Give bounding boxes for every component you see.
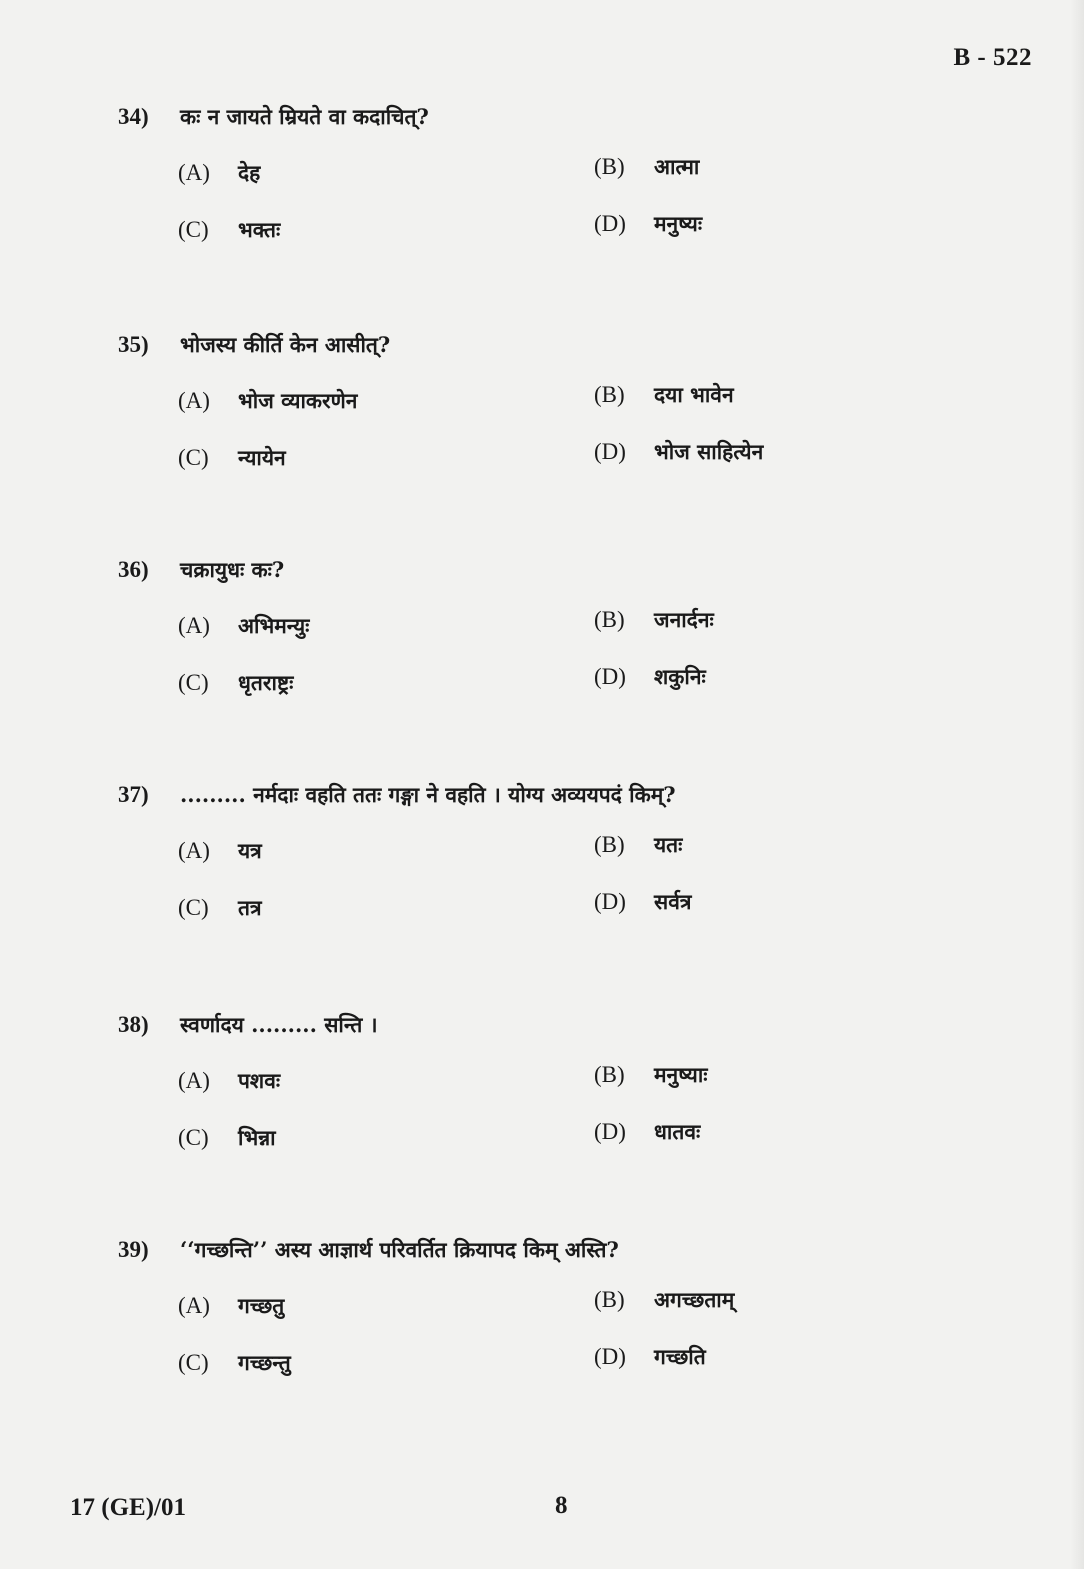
option-label: (D): [594, 1119, 626, 1144]
option-label: (D): [594, 439, 626, 464]
option-c: [178, 894, 262, 922]
options: [178, 1287, 1018, 1384]
option-label: (B): [594, 1287, 625, 1312]
option-value: भोज व्याकरणेन: [238, 388, 358, 413]
question-number: 34): [118, 104, 149, 129]
option-label: (C): [178, 1350, 209, 1375]
option-value: गच्छति: [654, 1344, 706, 1369]
option-d: [594, 1343, 706, 1371]
question-number: 36): [118, 557, 149, 582]
option-b: [594, 606, 714, 634]
question-text: ......... नर्मदाः वहति ततः गङ्गा ने वहति । योग्य अव्ययपदं किम्?: [180, 782, 676, 807]
question-number: 39): [118, 1237, 149, 1262]
option-b: [594, 153, 699, 181]
option-label: (B): [594, 607, 625, 632]
question-35: [118, 330, 1018, 479]
question-number: 38): [118, 1012, 149, 1037]
option-value: देह: [238, 160, 261, 185]
option-c: [178, 444, 286, 472]
question-text: स्वर्णादय ......... सन्ति ।: [180, 1012, 378, 1037]
option-label: (C): [178, 670, 209, 695]
option-b: [594, 381, 734, 409]
option-d: [594, 210, 702, 238]
question-text: भोजस्य कीर्ति केन आसीत्?: [180, 332, 391, 357]
option-label: (B): [594, 1062, 625, 1087]
options: [178, 1062, 1018, 1159]
option-label: (C): [178, 445, 209, 470]
option-a: [178, 612, 309, 640]
question-37: [118, 780, 1018, 929]
option-label: (C): [178, 1125, 209, 1150]
option-value: गच्छतु: [238, 1293, 285, 1318]
option-value: दया भावेन: [654, 382, 734, 407]
option-value: मनुष्यः: [654, 211, 703, 236]
option-label: (A): [178, 613, 210, 638]
question-text: कः न जायते म्रियते वा कदाचित्?: [180, 104, 429, 129]
option-value: आत्मा: [654, 154, 700, 179]
option-value: भिन्ना: [238, 1125, 276, 1150]
option-d: [594, 888, 691, 916]
option-label: (B): [594, 154, 625, 179]
option-value: तत्र: [238, 895, 262, 920]
option-a: [178, 837, 262, 865]
option-d: [594, 1118, 700, 1146]
option-label: (A): [178, 838, 210, 863]
option-label: (D): [594, 889, 626, 914]
option-a: [178, 1292, 284, 1320]
question-38: [118, 1010, 1018, 1159]
option-value: यत्र: [238, 838, 262, 863]
option-b: [594, 1061, 708, 1089]
options: [178, 382, 1018, 479]
option-a: [178, 387, 357, 415]
option-d: [594, 663, 706, 691]
option-value: जनार्दनः: [654, 607, 714, 632]
option-value: न्यायेन: [238, 445, 286, 470]
option-label: (D): [594, 664, 626, 689]
page-number: 8: [555, 1492, 568, 1519]
option-value: अगच्छताम्: [654, 1287, 735, 1312]
option-label: (D): [594, 211, 626, 236]
option-value: धृतराष्ट्रः: [238, 670, 294, 695]
question-text: ‘‘गच्छन्ति’’ अस्य आज्ञार्थ परिवर्तित क्रियापद किम् अस्ति?: [180, 1237, 619, 1262]
option-value: सर्वत्र: [654, 889, 692, 914]
question-36: [118, 555, 1018, 704]
option-c: [178, 669, 293, 697]
options: [178, 154, 1018, 251]
question-39: [118, 1235, 1018, 1384]
footer-code: 17 (GE)/01: [70, 1494, 186, 1521]
option-label: (A): [178, 388, 210, 413]
option-value: भोज साहित्येन: [654, 439, 764, 464]
options: [178, 607, 1018, 704]
option-c: [178, 216, 280, 244]
option-value: अभिमन्युः: [238, 613, 310, 638]
option-label: (B): [594, 382, 625, 407]
option-label: (C): [178, 217, 209, 242]
option-label: (A): [178, 160, 210, 185]
options: [178, 832, 1018, 929]
option-a: [178, 1067, 280, 1095]
option-b: [594, 831, 682, 859]
page-edge-shadow: [1070, 0, 1084, 1569]
question-text: चक्रायुधः कः?: [180, 557, 285, 582]
option-label: (C): [178, 895, 209, 920]
option-c: [178, 1124, 276, 1152]
option-a: [178, 159, 260, 187]
option-value: यतः: [654, 832, 683, 857]
option-value: भक्तः: [238, 217, 281, 242]
option-value: गच्छन्तु: [238, 1350, 291, 1375]
option-label: (A): [178, 1068, 210, 1093]
option-b: [594, 1286, 734, 1314]
option-value: पशवः: [238, 1068, 281, 1093]
paper-code: B - 522: [953, 44, 1032, 71]
option-c: [178, 1349, 291, 1377]
question-number: 35): [118, 332, 149, 357]
option-value: मनुष्याः: [654, 1062, 708, 1087]
question-34: [118, 102, 1018, 251]
option-label: (A): [178, 1293, 210, 1318]
option-value: धातवः: [654, 1119, 701, 1144]
option-label: (D): [594, 1344, 626, 1369]
question-number: 37): [118, 782, 149, 807]
option-value: शकुनिः: [654, 664, 706, 689]
option-label: (B): [594, 832, 625, 857]
option-d: [594, 438, 763, 466]
